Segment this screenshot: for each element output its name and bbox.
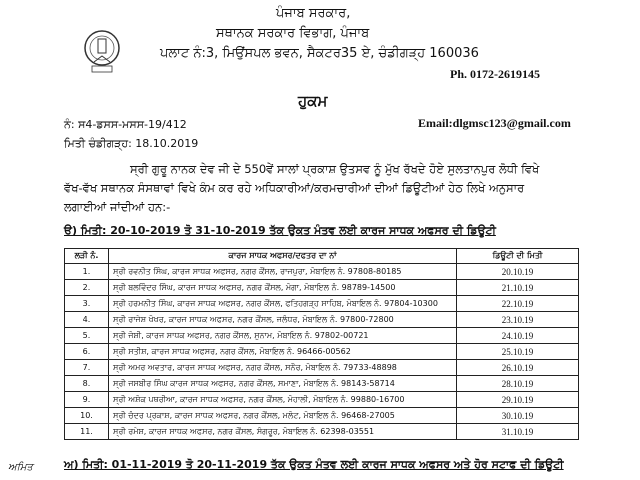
cell-serial: 2. bbox=[65, 280, 109, 296]
cell-officer: ਸ੍ਰੀ ਰਵਨੀਤ ਸਿੰਘ, ਕਾਰਜ ਸਾਧਕ ਅਫਸਰ, ਨਗਰ ਕੌਂਸਲ, ਰਾਜਪੁਰਾ, ਮੋਬਾਇਲ ਨੰ. 97808-80185 bbox=[109, 264, 457, 280]
table-row bbox=[65, 392, 579, 408]
order-number: ਨੰ: ਸ4-ਡਸਸ-ਮਸਸ-19/412 bbox=[64, 118, 187, 131]
cell-officer: ਸ੍ਰੀ ਸਤੀਸ਼, ਕਾਰਜ ਸਾਧਕ ਅਫਸਰ, ਨਗਰ ਕੌਂਸਲ, ਮੋਬਾਇਲ ਨੰ. 96466-00562 bbox=[109, 344, 457, 360]
table-row bbox=[65, 296, 579, 312]
section-b-heading: ਅ) ਮਿਤੀ: 01-11-2019 ਤੋ 20-11-2019 ਤੱਕ ਉਕਤ ਮੰਤਵ ਲਈ ਕਾਰਜ ਸਾਧਕ ਅਫਸਰ ਅਤੇ ਹੋਰ ਸਟਾਫ ਦੀ ਡਿਊਟੀ bbox=[64, 458, 564, 471]
cell-serial: 9. bbox=[65, 392, 109, 408]
cell-duty-date: 20.10.19 bbox=[457, 264, 579, 280]
cell-serial: 11. bbox=[65, 424, 109, 440]
cell-officer: ਸ੍ਰੀ ਬਲਵਿੰਦਰ ਸਿੰਘ, ਕਾਰਜ ਸਾਧਕ ਅਫਸਰ, ਨਗਰ ਕੌਂਸਲ, ਮੋਗਾ, ਮੋਬਾਇਲ ਨੰ. 98789-14500 bbox=[109, 280, 457, 296]
cell-serial: 4. bbox=[65, 312, 109, 328]
cell-duty-date: 24.10.19 bbox=[457, 328, 579, 344]
header-department: ਸਥਾਨਕ ਸਰਕਾਰ ਵਿਭਾਗ, ਪੰਜਾਬ bbox=[216, 26, 370, 41]
cell-duty-date: 30.10.19 bbox=[457, 408, 579, 424]
cell-serial: 1. bbox=[65, 264, 109, 280]
cell-duty-date: 23.10.19 bbox=[457, 312, 579, 328]
cell-duty-date: 25.10.19 bbox=[457, 344, 579, 360]
cell-duty-date: 26.10.19 bbox=[457, 360, 579, 376]
cell-serial: 5. bbox=[65, 328, 109, 344]
table-row bbox=[65, 408, 579, 424]
order-date: ਮਿਤੀ ਚੰਡੀਗੜ੍ਹ: 18.10.2019 bbox=[64, 137, 199, 150]
cell-duty-date: 31.10.19 bbox=[457, 424, 579, 440]
cell-duty-date: 29.10.19 bbox=[457, 392, 579, 408]
punjab-emblem-icon bbox=[78, 26, 126, 78]
cell-officer: ਸ੍ਰੀ ਰਾਜੇਸ਼ ਖੋਖਰ, ਕਾਰਜ ਸਾਧਕ ਅਫਸਰ, ਨਗਰ ਕੌਂਸਲ, ਜਲੰਧਰ, ਮੋਬਾਇਲ ਨੰ. 97800-72800 bbox=[109, 312, 457, 328]
table-row bbox=[65, 424, 579, 440]
order-title: ਹੁਕਮ bbox=[298, 92, 328, 110]
cell-officer: ਸ੍ਰੀ ਅਮਰ ਅਵਤਾਰ, ਕਾਰਜ ਸਾਧਕ ਅਫਸਰ, ਨਗਰ ਕੌਂਸਲ, ਸਨੌਰ, ਮੋਬਾਇਲ ਨੰ. 79733-48898 bbox=[109, 360, 457, 376]
cell-officer: ਸ੍ਰੀ ਹਰਮਨੀਤ ਸਿੰਘ, ਕਾਰਜ ਸਾਧਕ ਅਫਸਰ, ਨਗਰ ਕੌਂਸਲ, ਫਤਿਹਗੜ੍ਹ ਸਾਹਿਬ, ਮੋਬਾਇਲ ਨੰ. 97804-10300 bbox=[109, 296, 457, 312]
order-email: Email:dlgmsc123@gmail.com bbox=[418, 116, 571, 130]
header-address: ਪਲਾਟ ਨੰ:3, ਮਿਉਂਸਪਲ ਭਵਨ, ਸੈਕਟਰ35 ਏ, ਚੰਡੀਗੜ੍ਹ 160036 bbox=[160, 46, 479, 61]
signature: ਅਮਿਤ bbox=[8, 462, 33, 473]
header-phone: Ph. 0172-2619145 bbox=[450, 67, 540, 81]
cell-serial: 7. bbox=[65, 360, 109, 376]
table-row bbox=[65, 312, 579, 328]
column-header-officer: ਕਾਰਜ ਸਾਧਕ ਅਫਸਰ/ਦਫਤਰ ਦਾ ਨਾਂ bbox=[109, 249, 457, 264]
duty-table bbox=[64, 248, 579, 440]
body-paragraph-line1: ਸ੍ਰੀ ਗੁਰੂ ਨਾਨਕ ਦੇਵ ਜੀ ਦੇ 550ਵੇਂ ਸਾਲਾਂ ਪ੍ਰਕਾਸ਼ ਉਤਸਵ ਨੂੰ ਮੁੱਖ ਰੱਖਦੇ ਹੋਏ ਸੁਲਤਾਨਪੁਰ ਲੋਧੀ ਵਿਖੇ bbox=[130, 162, 540, 176]
table-row bbox=[65, 344, 579, 360]
cell-officer: ਸ੍ਰੀ ਅਸ਼ੋਕ ਪਥਰੀਆ, ਕਾਰਜ ਸਾਧਕ ਅਫਸਰ, ਨਗਰ ਕੌਂਸਲ, ਮੋਹਾਲੀ, ਮੋਬਾਇਲ ਨੰ. 99880-16700 bbox=[109, 392, 457, 408]
body-paragraph-line2: ਵੱਖ-ਵੱਖ ਸਥਾਨਕ ਸੰਸਥਾਵਾਂ ਵਿਖੇ ਕੰਮ ਕਰ ਰਹੇ ਅਧਿਕਾਰੀਆਂ/ਕਰਮਚਾਰੀਆਂ ਦੀਆਂ ਡਿਊਟੀਆਂ ਹੇਠ ਲਿਖੇ ਅਨੁਸਾਰ bbox=[64, 181, 525, 195]
cell-duty-date: 22.10.19 bbox=[457, 296, 579, 312]
header-government: ਪੰਜਾਬ ਸਰਕਾਰ, bbox=[276, 6, 351, 21]
cell-serial: 6. bbox=[65, 344, 109, 360]
table-header-row bbox=[65, 249, 579, 264]
cell-officer: ਸ੍ਰੀ ਰਮੇਸ਼, ਕਾਰਜ ਸਾਧਕ ਅਫਸਰ, ਨਗਰ ਕੌਂਸਲ, ਸੰਗਰੂਰ, ਮੋਬਾਇਲ ਨੰ. 62398-03551 bbox=[109, 424, 457, 440]
cell-officer: ਸ੍ਰੀ ਜਸਬੀਰ ਸਿੰਘ ਕਾਰਜ ਸਾਧਕ ਅਫਸਰ, ਨਗਰ ਕੌਂਸਲ, ਸਮਾਣਾ, ਮੋਬਾਇਲ ਨੰ. 98143-58714 bbox=[109, 376, 457, 392]
table-row bbox=[65, 264, 579, 280]
column-header-serial: ਲੜੀ ਨੰ. bbox=[65, 249, 109, 264]
cell-duty-date: 21.10.19 bbox=[457, 280, 579, 296]
table-row bbox=[65, 360, 579, 376]
cell-serial: 10. bbox=[65, 408, 109, 424]
table-row bbox=[65, 328, 579, 344]
cell-officer: ਸ੍ਰੀ ਜੋਸ਼ੀ, ਕਾਰਜ ਸਾਧਕ ਅਫਸਰ, ਨਗਰ ਕੌਂਸਲ, ਸੁਨਾਮ, ਮੋਬਾਇਲ ਨੰ. 97802-00721 bbox=[109, 328, 457, 344]
body-paragraph-line3: ਲਗਾਈਆਂ ਜਾਂਦੀਆਂ ਹਨ:- bbox=[64, 200, 171, 214]
column-header-duty-date: ਡਿਊਟੀ ਦੀ ਮਿਤੀ bbox=[457, 249, 579, 264]
cell-serial: 8. bbox=[65, 376, 109, 392]
table-row bbox=[65, 376, 579, 392]
cell-serial: 3. bbox=[65, 296, 109, 312]
section-a-heading: ੳ) ਮਿਤੀ: 20-10-2019 ਤੋ 31-10-2019 ਤੱਕ ਉਕਤ ਮੰਤਵ ਲਈ ਕਾਰਜ ਸਾਧਕ ਅਫਸਰ ਦੀ ਡਿਊਟੀ bbox=[64, 224, 496, 237]
cell-officer: ਸ੍ਰੀ ਚੰਦਰ ਪ੍ਰਕਾਸ਼, ਕਾਰਜ ਸਾਧਕ ਅਫਸਰ, ਨਗਰ ਕੌਂਸਲ, ਮਲੋਟ, ਮੋਬਾਇਲ ਨੰ. 96468-27005 bbox=[109, 408, 457, 424]
cell-duty-date: 28.10.19 bbox=[457, 376, 579, 392]
table-row bbox=[65, 280, 579, 296]
